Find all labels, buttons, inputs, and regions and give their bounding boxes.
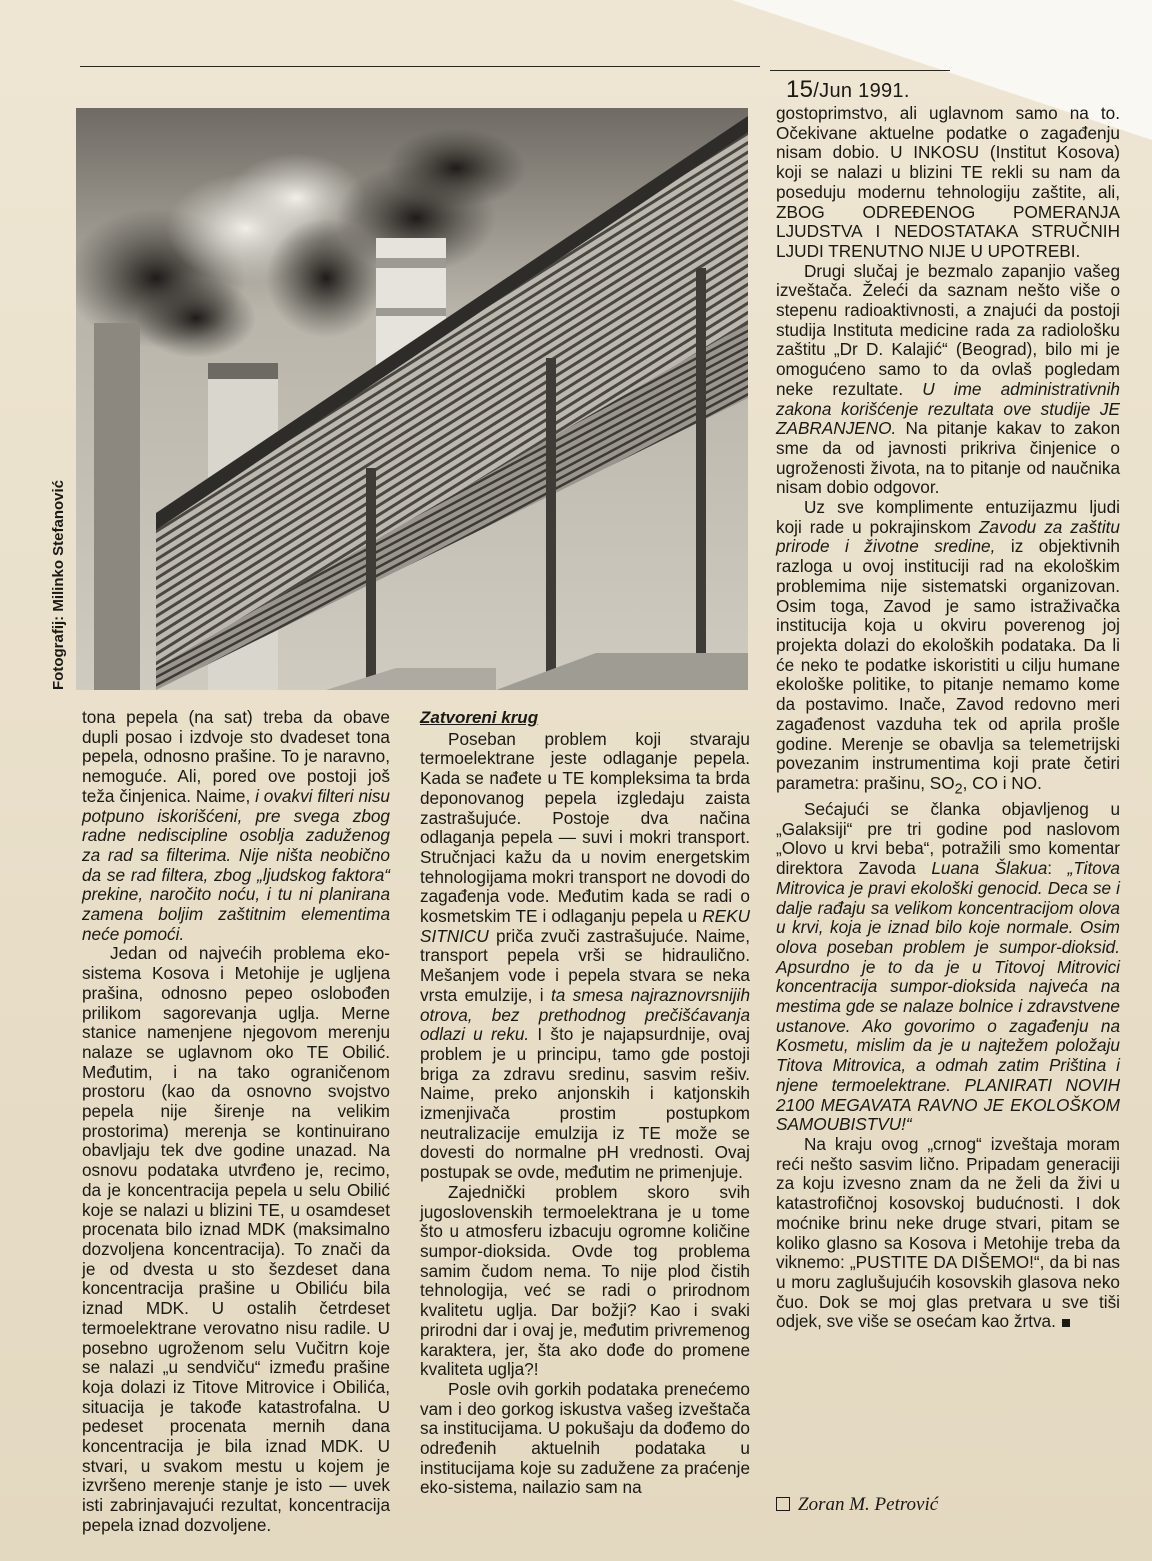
paragraph: Zajednički problem skoro svih jugoslovenskih termoelektrana je u tome što u atmosferu izbacuju ogromne količine sumpor-dioksida. Ovde tog problema samim čudom nema. To nije plod čistih tehnologija, već se radi o prirodnom kvalitetu uglja. Dar božji? Kao i svaki prirodni dar i ovaj je, međutim privremenog karaktera, jer, šta ako dođe do promene kvaliteta uglja?! <box>420 1181 750 1380</box>
paragraph: Sećajući se članka objavljenog u „Galaksiji“ pre tri godine pod naslovom „Olovo u krvi beba“, potražili smo komentar direktora Zavoda Luana Šlakua: „Titova Mitrovica je pravi ekološki genocid. Deca se i dalje rađaju sa velikom koncentracijom olova u krvi, koja je iznad bilo koje normale. Osim olova poseban problem je sumpor-dioksid. Apsurdno je to da je u Titovoj Mitrovici koncentracija sumpor-dioksida najveća na mestima gde se nalaze bolnice i zdravstvene ustanove. Ako govorimo o zagađenju na Kosmetu, mislim da je u najtežem položaju Titova Mitrovica, a odmah zatim Priština i njene termoelektrane. PLANIRATI NOVIH 2100 MEGAVATA RAVNO JE EKOLOŠKOM SAMOUBISTVU!“ <box>776 799 1120 1135</box>
paragraph: Na kraju ovog „crnog“ izveštaja moram reći nešto sasvim lično. Pripadam generaciji za koju izvesno znam da ne želi da živi u katastrofičnoj kosovskoj budućnosti. I dok moćnike brinu neke druge stvari, pitam se koliko glasno sa Kosova i Metohije treba da viknemo: „PUSTITE DA DIŠEMO!“, da bi nas u moru zaglušujućih kosovskih glasova neko čuo. Dok se moj glas pretvara u sve tiši odjek, sve više se osećam kao žrtva. <box>776 1134 1120 1332</box>
paragraph: gostoprimstvo, ali uglavnom samo na to. Očekivane aktuelne podatke o zagađenju nisam dobio. U INKOSU (Institut Kosova) koji se nalazi u blizini TE rekli su nam da poseduju modernu tehnologiju zaštite, ali, ZBOG ODREĐENOG POMERANJA LJUDSTVA I NEDOSTATAKA STRUČNIH LJUDI TRENUTNO NIJE U UPOTREBI. <box>776 103 1120 261</box>
italic-quote: „Titova Mitrovica je pravi ekološki genocid. Deca se i dalje rađaju sa velikom koncentracijom olova u krvi, koja je iznad bilo koje normale. Osim olova poseban problem je sumpor-dioksid. Apsurdno je to da je u Titovoj Mitrovici koncentracija sumpor-dioksida najveća na mestima gde se nalaze bolnice i zdravstvene ustanove. Ako govorimo o zagađenju na Kosmetu, mislim da je u najtežem položaju Titova Mitrovica, a odmah zatim Priština i njene termoelektrane. PLANIRATI NOVIH 2100 MEGAVATA RAVNO JE EKOLOŠKOM SAMOUBISTVU!“ <box>776 858 1120 1135</box>
top-rule-right <box>770 70 950 71</box>
power-plant-illustration <box>76 108 748 690</box>
power-plant-photo <box>76 108 748 690</box>
article-column-3 <box>776 104 1120 1332</box>
article-column-1 <box>82 708 390 1536</box>
italic-emphasis: U ime administrativnih zakona korišćenje rezultata ove studije JE ZABRANJENO. <box>776 378 1120 439</box>
photo-credit: Fotografij: Milinko Stefanović <box>50 479 67 690</box>
italic-emphasis: REKU SITNICU <box>420 906 750 946</box>
end-mark-icon <box>1062 1319 1070 1327</box>
paragraph: Posle ovih gorkih podataka prenećemo vam i deo gorkog iskustva vašeg izveštača sa institucijama. U pokušaju da dođemo do određenih aktuelnih podataka u institucijama koje su zadužene za praćenje eko-sistema, nailazio sam na <box>420 1378 750 1498</box>
italic-emphasis: ta smesa najraznovrsnijih otrova, bez prethodnog prečišćavanja odlazi u reku. <box>420 984 751 1045</box>
italic-emphasis: i ovakvi filteri nisu potpuno iskorišćeni, pre svega zbog radne nediscipline osoblja zaduženog za rad sa filterima. Nije ništa neobično da se rad filtera, zbog „ljudskog faktora“ prekine, naročito noću, i tu ni planirana zamena boljim zaštitnim elementima neće pomoći. <box>82 785 390 944</box>
top-rule <box>80 66 760 67</box>
subheading: Zatvoreni krug <box>420 708 539 727</box>
issue-month-year: /Jun 1991. <box>813 80 910 102</box>
paragraph: Uz sve komplimente entuzijazmu ljudi koji rade u pokrajinskom Zavodu za zaštitu prirode i životne sredine, iz objektivnih razloga u ovoj instituciji rad na ekološkim problemima nije sistematski organizovan. Osim toga, Zavod je samo istraživačka institucija koja u okviru poverenog joj projekta dolazi do ekoloških podataka. Da li će neko te podatke iskoristiti u cilju humane ekološke politike, to pitanje nemamo kome da postavimo. Inače, Zavod redovno meri zagađenost vazduha tek od aprila prošle godine. Merenje se obavlja sa telemetrijski povezanim instrumentima koji prate četiri parametra: prašinu, $SO_2$, CO i NO. <box>776 497 1120 798</box>
chimney-left <box>94 323 140 690</box>
paragraph: Poseban problem koji stvaraju termoelektrane jeste odlaganje pepela. Kada se nađete u TE kompleksima ta brda deponovanog pepela izgledaju zaista zastrašujuće. Postoje dva načina odlaganja pepela — suvi i mokri transport. Stručnjaci kažu da u novim energetskim tehnologijama mokri transport ne dovodi do zagađenja vode. Međutim kada se radi o kosmetskim TE i odlaganju pepela u REKU SITNICU priča zvuči zastrašujuće. Naime, transport pepela vrši se hidraulično. Mešanjem vode i pepela stvara se neka vrsta emulzije, i ta smesa najraznovrsnijih otrova, bez prethodnog prečišćavanja odlazi u reku. I što je najapsurdnije, ovaj problem je u principu, tamo gde postoji briga za zdravu sredinu, sasvim rešiv. Naime, preko anjonskih i katjonskih izmenjivača prostim postupkom neutralizacije emulzija iz TE može se dovesti do normalne pH vrednosti. Ovaj postupak se ovde, međutim ne primenjuje. <box>420 728 751 1183</box>
issue-day: 15 <box>786 76 814 103</box>
paragraph: Drugi slučaj je bezmalo zapanjio vašeg izveštača. Želeći da saznam nešto više o stepenu radioaktivnosti, a znajući da postoji studija Instituta medicine rada za radiološku zaštitu „Dr D. Kalajić“ (Beograd), bilo mi je omogućeno samo to da ovlaš pogledam neke rezultate. U ime administrativnih zakona korišćenje rezultata ove studije JE ZABRANJENO. Na pitanje kakav to zakon sme da od javnosti prikriva činjenice o ugroženosti života, na to pitanje od naučnika nisam dobio odgovor. <box>776 260 1120 498</box>
square-icon <box>776 1497 790 1511</box>
italic-emphasis: Luana Šlakua <box>931 858 1048 879</box>
article-column-2 <box>420 708 750 1498</box>
paragraph: Jedan od najvećih problema eko-sistema Kosova i Metohije je ugljena prašina, odnosno pepeo oslobođen prilikom sagorevanja uglja. Merne stanice namenjene njegovom merenju nalaze se uglavnom oko TE Obilić. Međutim, i na tako ograničenom prostoru (kao da osnovno svojstvo pepela nije širenje na velikim prostorima) merenja se kontinuirano obavljaju tek dve godine unazad. Na osnovu podataka utvrđeno je, recimo, da je koncentracija pepela u selu Obilić koje se nalazi u blizini TE, u osamdeset procenata bilo iznad MDK (maksimalno dozvoljena koncentracija). To znači da je od dvesta u sto šezdeset dana koncentracija prašine u Obiliću bila iznad MDK. U ostalih četrdeset termoelektrane verovatno nisu radile. U posebno ugroženom selu Vučitrn koje se nalazi „u sendviču“ između prašine koja dolazi iz Titove Mitrovice i Obilića, situacija je takođe katastrofalna. U pedeset procenata mernih dana koncentracija je bila iznad MDK. U stvari, u svakom mestu u kojem je izvršeno merenje stanje je isto — uvek isti zabrinjavajući rezultat, koncentracija pepela iznad dozvoljene. <box>82 943 390 1535</box>
italic-emphasis: Zavodu za zaštitu prirode i životne sredine, <box>776 516 1120 557</box>
issue-date <box>786 76 910 104</box>
author-byline: Zoran M. Petrović <box>776 1494 938 1516</box>
paragraph: tona pepela (na sat) treba da obave dupli posao i izdvoje sto dvadeset tona pepela, odnosno prašine. To je naravno, nemoguće. Ali, pored ove postoji još teža činjenica. Naime, i ovakvi filteri nisu potpuno iskorišćeni, pre svega zbog radne nediscipline osoblja zaduženog za rad sa filterima. Nije ništa neobično da se rad filtera, zbog „ljudskog faktora“ prekine, naročito noću, i tu ni planirana zamena boljim zaštitnim elementima neće pomoći. <box>82 707 390 944</box>
